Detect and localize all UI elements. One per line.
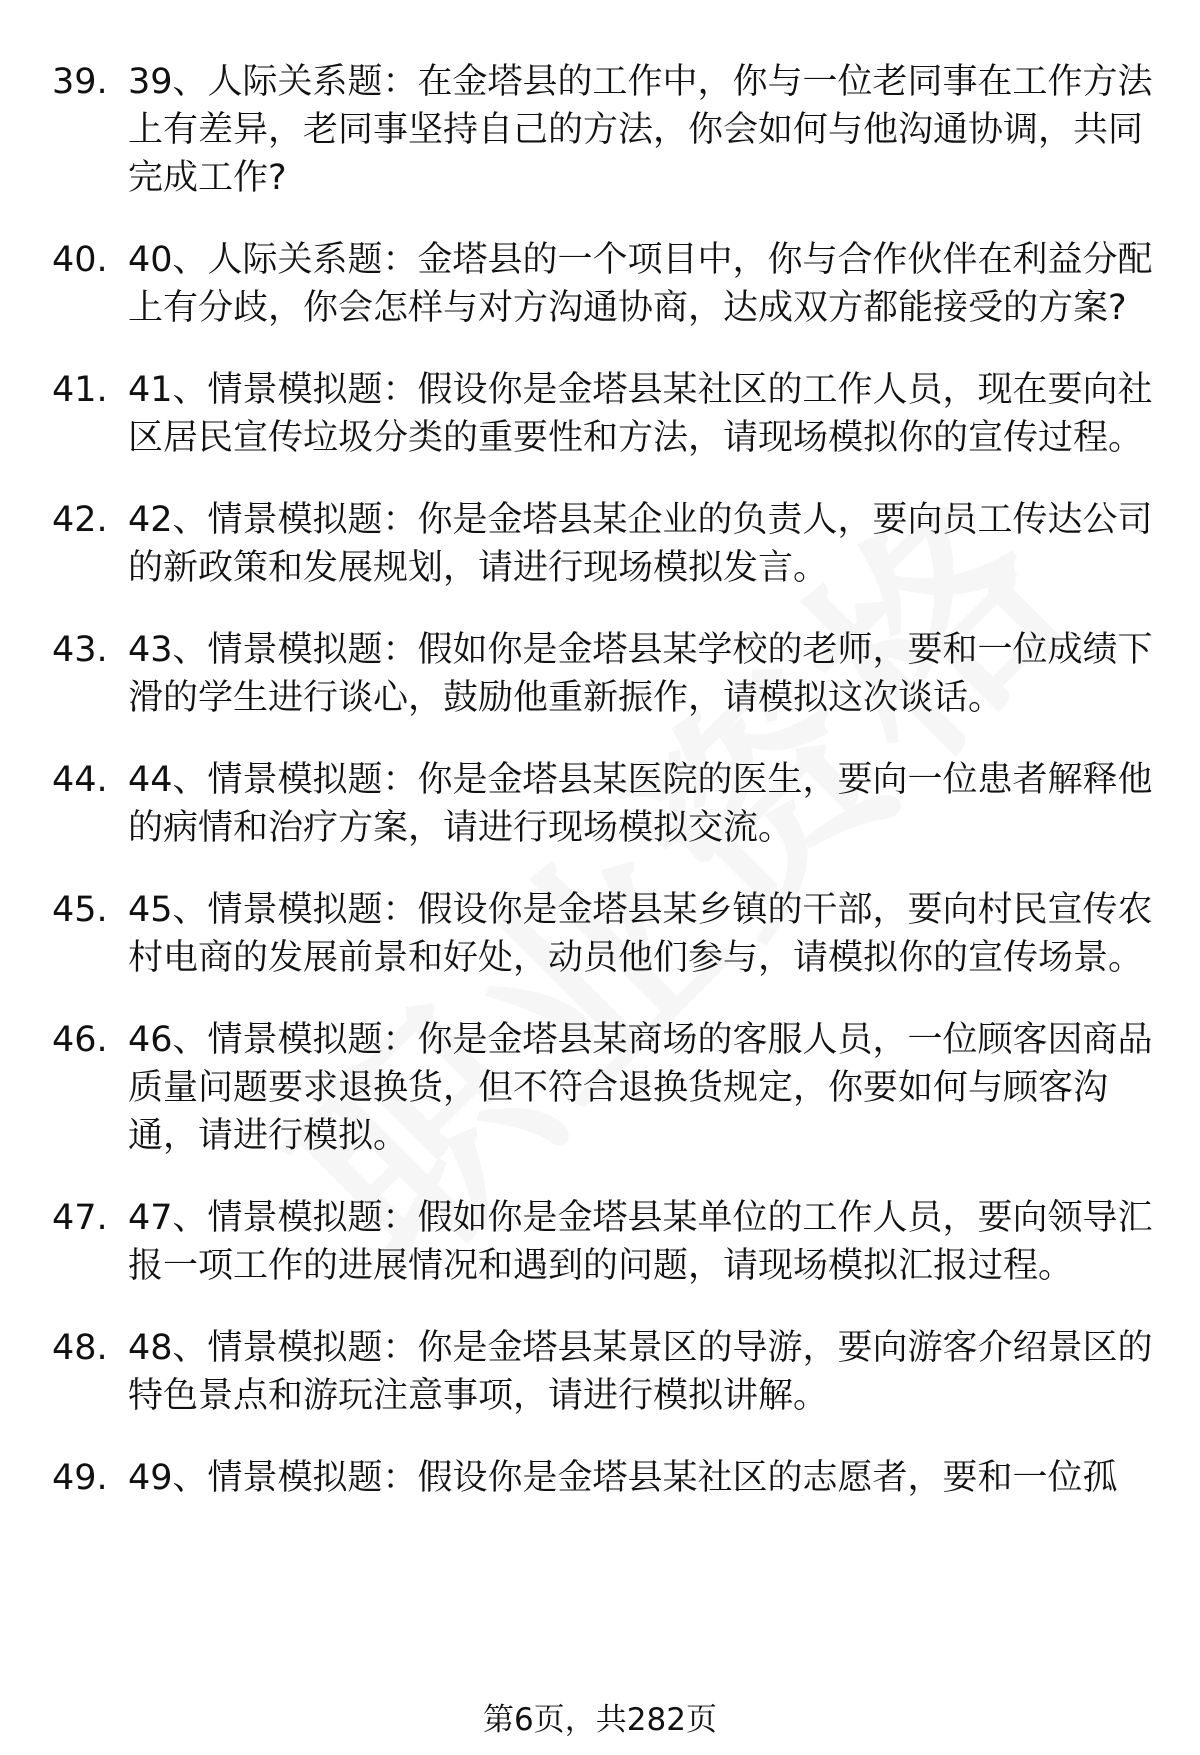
item-number: 43. bbox=[52, 630, 108, 670]
list-item bbox=[0, 236, 1200, 332]
list-item bbox=[0, 626, 1200, 722]
item-number: 39. bbox=[52, 62, 108, 102]
item-text: 41、情景模拟题：假设你是金塔县某社区的工作人员，现在要向社区居民宣传垃圾分类的重要性和方法，请现场模拟你的宣传过程。 bbox=[128, 370, 1153, 458]
item-number: 49. bbox=[52, 1458, 108, 1498]
item-text: 49、情景模拟题：假设你是金塔县某社区的志愿者，要和一位孤 bbox=[128, 1458, 1118, 1498]
item-text: 43、情景模拟题：假如你是金塔县某学校的老师，要和一位成绩下滑的学生进行谈心，鼓励他重新振作，请模拟这次谈话。 bbox=[128, 630, 1153, 718]
item-number: 44. bbox=[52, 760, 108, 800]
item-text: 46、情景模拟题：你是金塔县某商场的客服人员，一位顾客因商品质量问题要求退换货，但不符合退换货规定，你要如何与顾客沟通，请进行模拟。 bbox=[128, 1020, 1153, 1156]
item-text: 39、人际关系题：在金塔县的工作中，你与一位老同事在工作方法上有差异，老同事坚持自己的方法，你会如何与他沟通协调，共同完成工作? bbox=[128, 62, 1153, 198]
list-item bbox=[0, 1194, 1200, 1290]
question-list bbox=[0, 58, 1200, 1536]
list-item bbox=[0, 1016, 1200, 1160]
item-text: 47、情景模拟题：假如你是金塔县某单位的工作人员，要向领导汇报一项工作的进展情况和遇到的问题，请现场模拟汇报过程。 bbox=[128, 1198, 1153, 1286]
item-number: 40. bbox=[52, 240, 108, 280]
item-text: 44、情景模拟题：你是金塔县某医院的医生，要向一位患者解释他的病情和治疗方案，请进行现场模拟交流。 bbox=[128, 760, 1153, 848]
item-text: 42、情景模拟题：你是金塔县某企业的负责人，要向员工传达公司的新政策和发展规划，请进行现场模拟发言。 bbox=[128, 500, 1153, 588]
list-item bbox=[0, 496, 1200, 592]
item-number: 46. bbox=[52, 1020, 108, 1060]
item-number: 42. bbox=[52, 500, 108, 540]
item-number: 45. bbox=[52, 890, 108, 930]
item-text: 40、人际关系题：金塔县的一个项目中，你与合作伙伴在利益分配上有分歧，你会怎样与对方沟通协商，达成双方都能接受的方案? bbox=[128, 240, 1153, 328]
item-text: 45、情景模拟题：假设你是金塔县某乡镇的干部，要向村民宣传农村电商的发展前景和好处，动员他们参与，请模拟你的宣传场景。 bbox=[128, 890, 1153, 978]
list-item bbox=[0, 1324, 1200, 1420]
list-item bbox=[0, 366, 1200, 462]
item-number: 48. bbox=[52, 1328, 108, 1368]
page-footer: 第6页，共282页 bbox=[483, 1702, 717, 1738]
list-item bbox=[0, 58, 1200, 202]
list-item bbox=[0, 1454, 1200, 1502]
item-text: 48、情景模拟题：你是金塔县某景区的导游，要向游客介绍景区的特色景点和游玩注意事项，请进行模拟讲解。 bbox=[128, 1328, 1153, 1416]
item-number: 47. bbox=[52, 1198, 108, 1238]
item-number: 41. bbox=[52, 370, 108, 410]
list-item bbox=[0, 886, 1200, 982]
list-item bbox=[0, 756, 1200, 852]
